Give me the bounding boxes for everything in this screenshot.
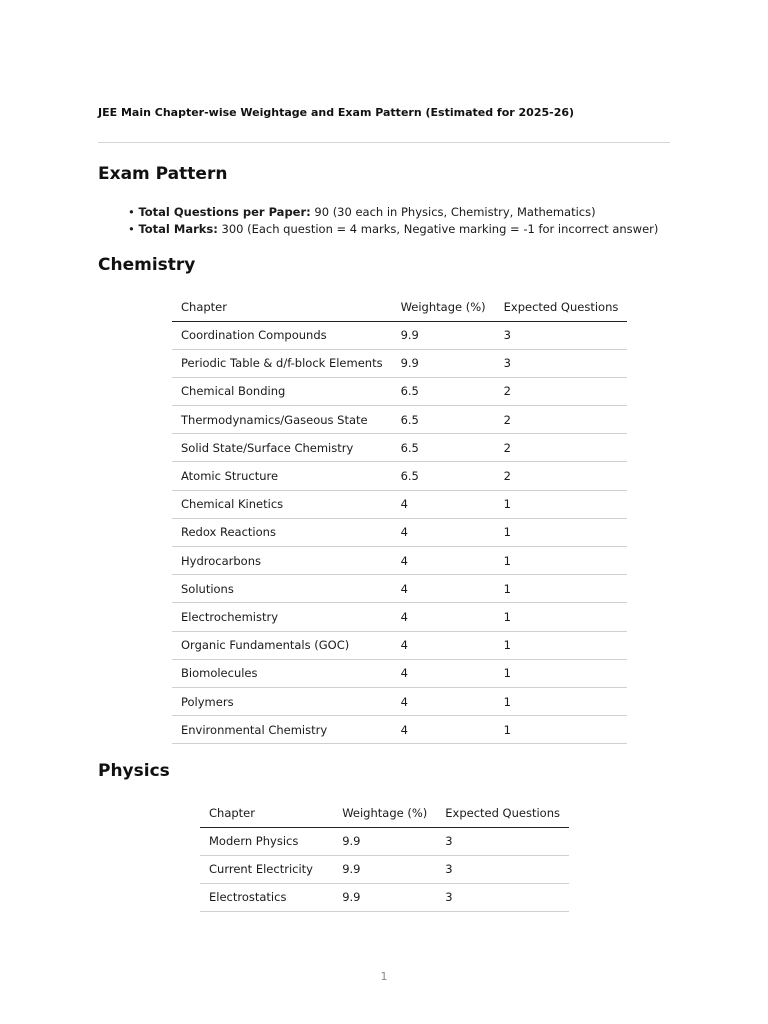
cell-weightage: 6.5 [392,462,495,490]
table-header-row [172,293,627,321]
cell-chapter: Polymers [172,687,392,715]
cell-chapter: Modern Physics [200,827,333,855]
exam-pattern-item [128,204,658,221]
column-header-weightage: Weightage (%) [333,799,436,827]
cell-chapter: Current Electricity [200,855,333,883]
bullet-text: 300 (Each question = 4 marks, Negative marking = -1 for incorrect answer) [217,222,659,236]
cell-expected-questions: 2 [495,406,628,434]
table-row [200,883,569,911]
table-row [172,518,627,546]
cell-weightage: 6.5 [392,406,495,434]
table-row [172,547,627,575]
cell-chapter: Electrochemistry [172,603,392,631]
chemistry-table [172,293,627,744]
bullet-marker: • [128,205,135,219]
bullet-marker: • [128,222,135,236]
exam-pattern-heading: Exam Pattern [98,164,228,184]
cell-chapter: Solid State/Surface Chemistry [172,434,392,462]
cell-expected-questions: 1 [495,716,628,744]
column-header-expected-questions: Expected Questions [436,799,569,827]
cell-weightage: 9.9 [333,827,436,855]
cell-weightage: 6.5 [392,434,495,462]
cell-weightage: 4 [392,518,495,546]
physics-heading: Physics [98,761,170,781]
cell-chapter: Environmental Chemistry [172,716,392,744]
chemistry-heading: Chemistry [98,255,196,275]
cell-expected-questions: 3 [436,827,569,855]
exam-pattern-item [128,221,658,238]
cell-expected-questions: 1 [495,659,628,687]
cell-expected-questions: 3 [495,349,628,377]
cell-expected-questions: 1 [495,687,628,715]
cell-chapter: Biomolecules [172,659,392,687]
column-header-expected-questions: Expected Questions [495,293,628,321]
table-row [172,687,627,715]
cell-weightage: 4 [392,603,495,631]
cell-chapter: Hydrocarbons [172,547,392,575]
cell-chapter: Redox Reactions [172,518,392,546]
table-row [200,827,569,855]
table-row [172,321,627,349]
cell-expected-questions: 3 [495,321,628,349]
exam-pattern-list [128,204,658,238]
cell-weightage: 6.5 [392,377,495,405]
table-row [200,855,569,883]
table-row [172,659,627,687]
cell-chapter: Atomic Structure [172,462,392,490]
table-row [172,377,627,405]
bullet-label: Total Questions per Paper: [138,205,311,219]
cell-expected-questions: 1 [495,603,628,631]
cell-chapter: Solutions [172,575,392,603]
cell-expected-questions: 1 [495,490,628,518]
cell-expected-questions: 1 [495,575,628,603]
cell-chapter: Thermodynamics/Gaseous State [172,406,392,434]
cell-weightage: 9.9 [333,855,436,883]
bullet-text: 90 (30 each in Physics, Chemistry, Mathematics) [310,205,596,219]
cell-weightage: 4 [392,631,495,659]
column-header-chapter: Chapter [172,293,392,321]
cell-weightage: 4 [392,547,495,575]
cell-chapter: Coordination Compounds [172,321,392,349]
cell-expected-questions: 1 [495,547,628,575]
cell-weightage: 4 [392,687,495,715]
cell-chapter: Chemical Bonding [172,377,392,405]
column-header-weightage: Weightage (%) [392,293,495,321]
cell-expected-questions: 2 [495,377,628,405]
cell-chapter: Organic Fundamentals (GOC) [172,631,392,659]
cell-expected-questions: 1 [495,518,628,546]
cell-weightage: 9.9 [333,883,436,911]
table-row [172,349,627,377]
bullet-label: Total Marks: [138,222,218,236]
cell-chapter: Chemical Kinetics [172,490,392,518]
physics-table [200,799,569,912]
cell-weightage: 4 [392,659,495,687]
cell-weightage: 4 [392,575,495,603]
table-row [172,406,627,434]
table-row [172,631,627,659]
cell-expected-questions: 2 [495,434,628,462]
table-row [172,603,627,631]
cell-chapter: Electrostatics [200,883,333,911]
cell-weightage: 9.9 [392,321,495,349]
column-header-chapter: Chapter [200,799,333,827]
document-title: JEE Main Chapter-wise Weightage and Exam Pattern (Estimated for 2025-26) [98,106,575,119]
cell-chapter: Periodic Table & d/f-block Elements [172,349,392,377]
cell-weightage: 4 [392,716,495,744]
cell-expected-questions: 1 [495,631,628,659]
table-row [172,575,627,603]
table-row [172,462,627,490]
table-row [172,716,627,744]
table-row [172,434,627,462]
cell-weightage: 4 [392,490,495,518]
cell-expected-questions: 3 [436,883,569,911]
cell-expected-questions: 2 [495,462,628,490]
cell-expected-questions: 3 [436,855,569,883]
table-header-row [200,799,569,827]
page-number: 1 [380,970,388,983]
cell-weightage: 9.9 [392,349,495,377]
table-row [172,490,627,518]
title-divider [98,142,670,143]
